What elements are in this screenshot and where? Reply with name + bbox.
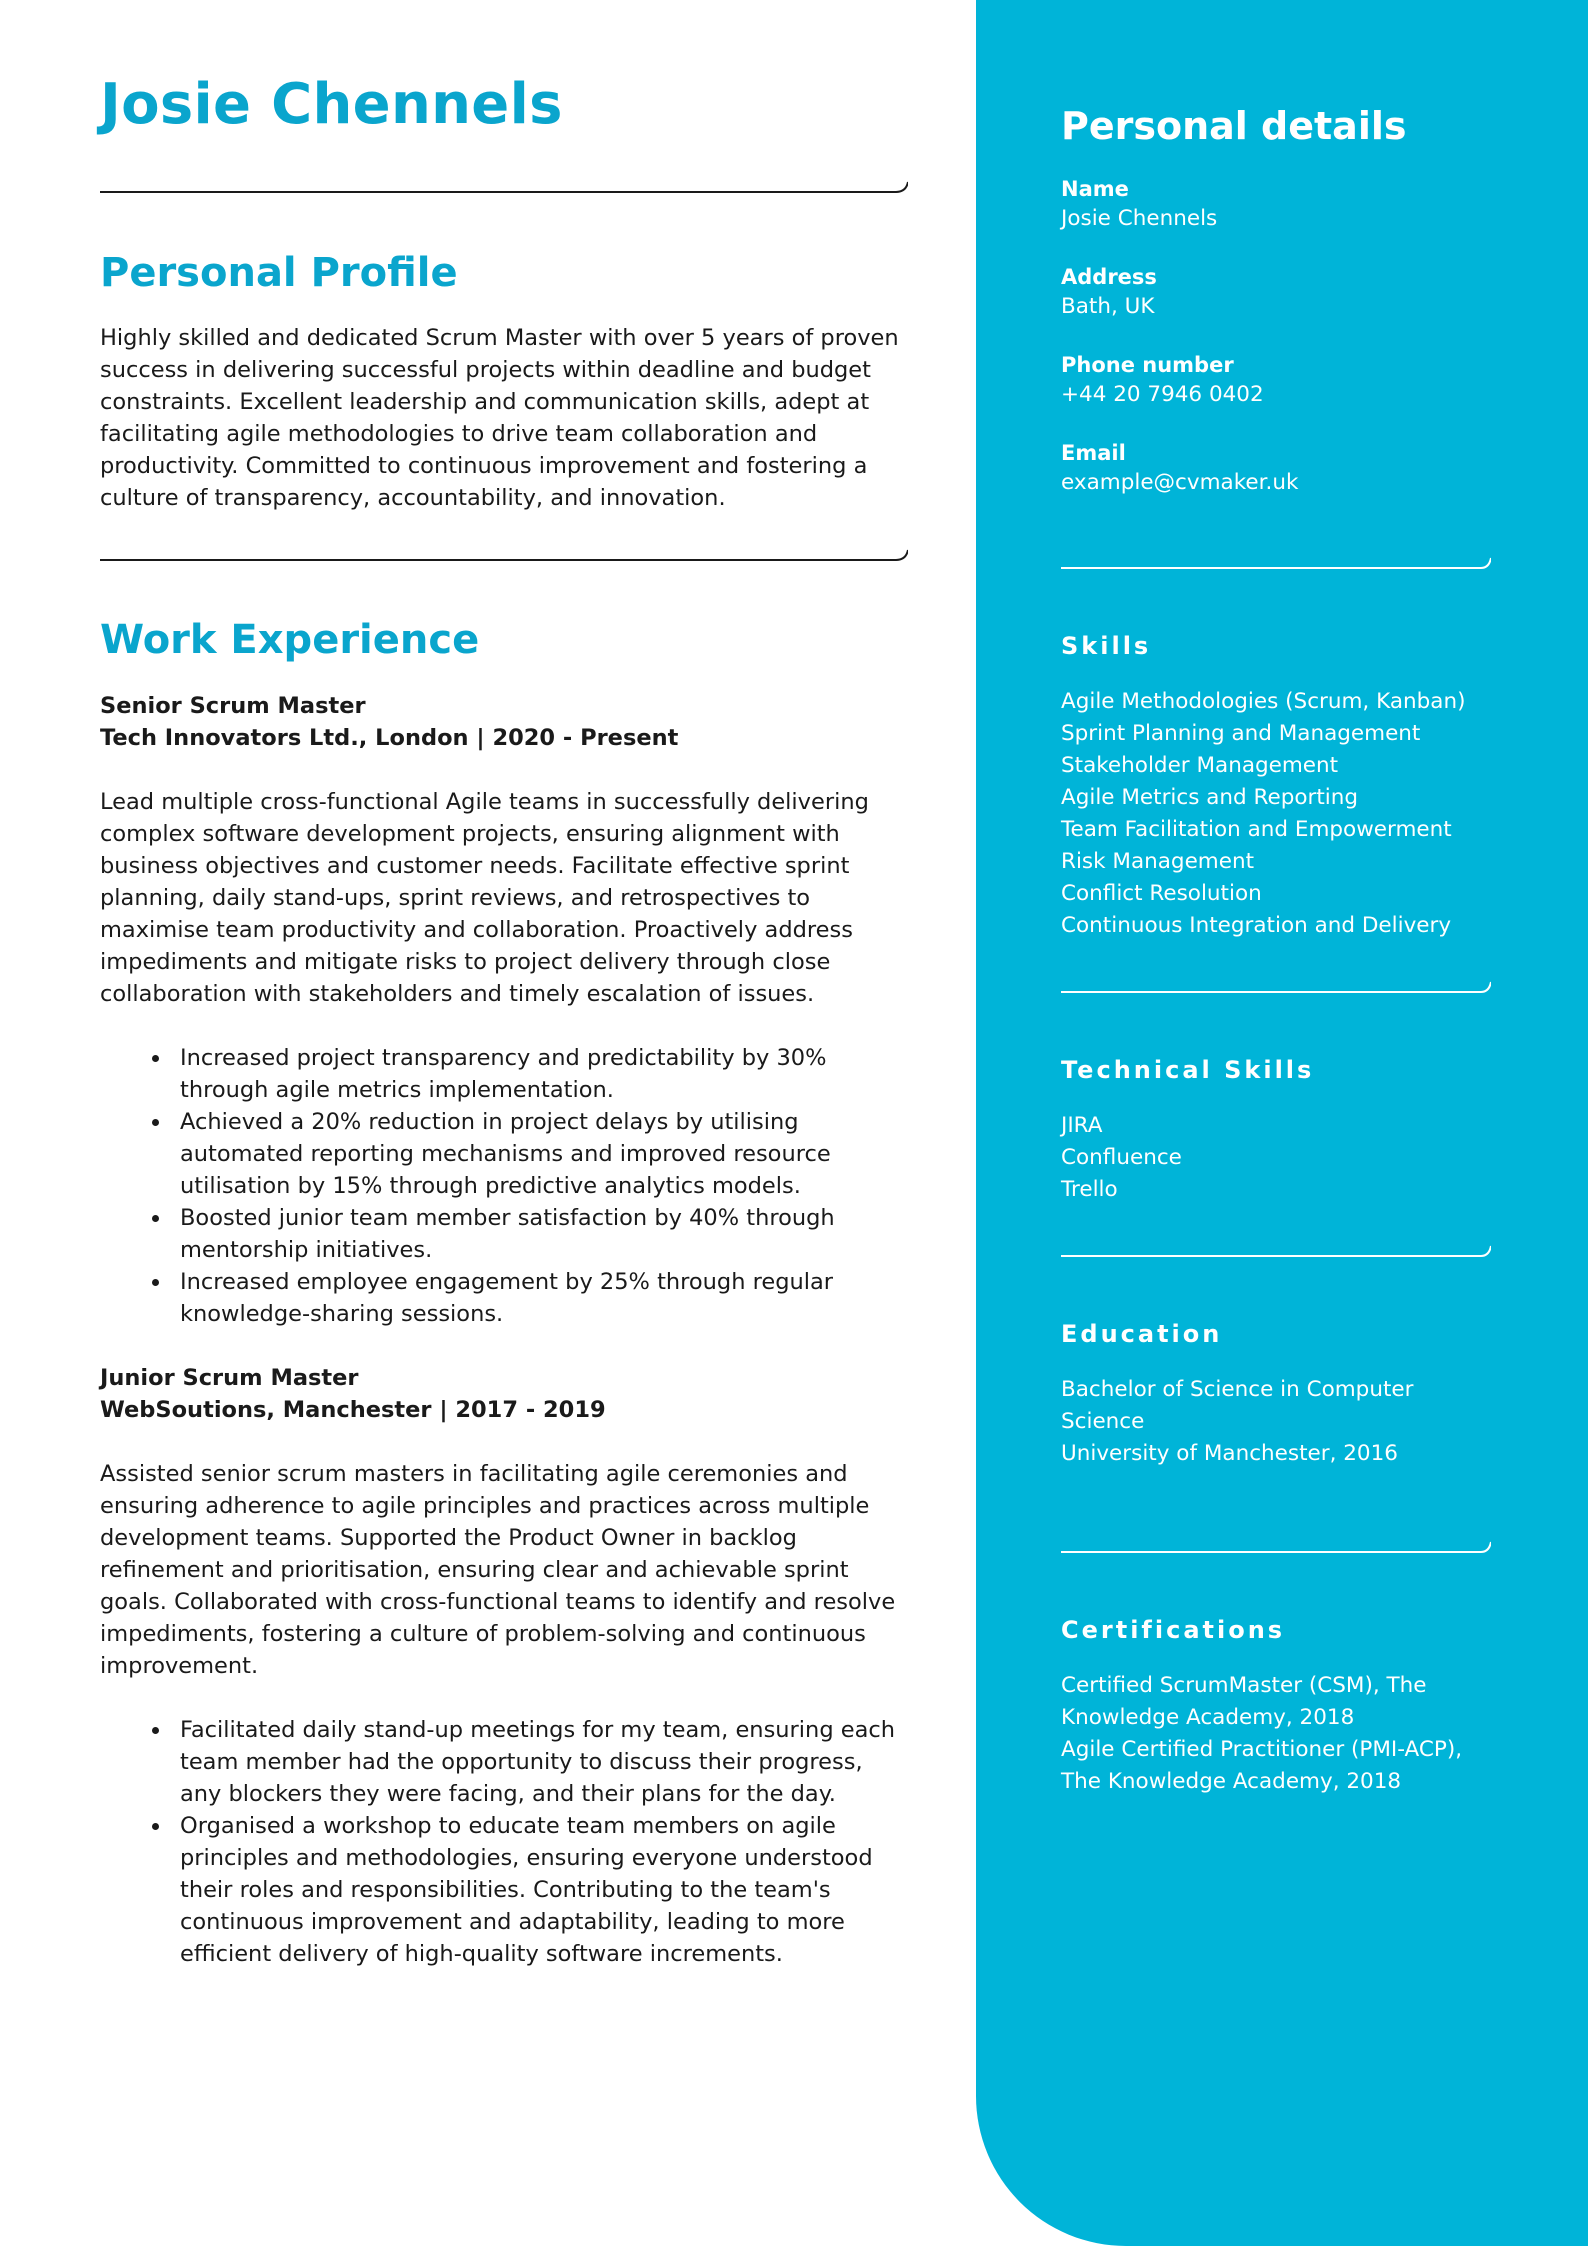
education-heading: Education [1061, 1320, 1223, 1348]
job-entry [100, 1362, 908, 1970]
achievement-item: Organised a workshop to educate team members on agile principles and methodologies, ensuring everyone understood their roles and responsibilities. Contributing to the team's continuous improvement and adaptability, leading to more efficient delivery of high-quality software increments. [180, 1810, 908, 1970]
work-heading: Work Experience [100, 617, 480, 663]
achievement-item: Boosted junior team member satisfaction by 40% through mentorship initiatives. [180, 1202, 908, 1266]
detail-label: Email [1061, 441, 1126, 465]
skill-item: Risk Management [1061, 849, 1255, 874]
work-experience [100, 690, 908, 1970]
job-entry [100, 690, 908, 1330]
detail-address [1061, 262, 1157, 322]
job-company-dates: WebSoutions, Manchester | 2017 - 2019 [100, 1397, 606, 1423]
technical-skills-heading: Technical Skills [1061, 1056, 1315, 1084]
personal-details-heading: Personal details [1061, 104, 1407, 148]
candidate-name: Josie Chennels [100, 72, 563, 137]
education-item: University of Manchester, 2016 [1061, 1441, 1398, 1466]
technical-skills-list [1061, 1110, 1501, 1206]
job-title: Senior Scrum Master [100, 693, 366, 719]
technical-skill-item: Confluence [1061, 1145, 1182, 1170]
sidebar-divider [1061, 980, 1491, 994]
job-title: Junior Scrum Master [100, 1365, 359, 1391]
skills-list [1061, 686, 1501, 942]
sidebar-panel [976, 0, 1588, 2246]
section-divider [100, 548, 908, 562]
sidebar-divider [1061, 556, 1491, 570]
detail-label: Phone number [1061, 353, 1234, 377]
profile-heading: Personal Profile [100, 250, 458, 296]
education-item: Bachelor of Science in Computer Science [1061, 1377, 1414, 1434]
sidebar-divider [1061, 1244, 1491, 1258]
achievement-item: Increased employee engagement by 25% through regular knowledge-sharing sessions. [180, 1266, 908, 1330]
skill-item: Agile Methodologies (Scrum, Kanban) [1061, 689, 1466, 714]
job-description: Assisted senior scrum masters in facilitating agile ceremonies and ensuring adherence to agile principles and practices across multiple development teams. Supported the Product Owner in backlog refinement and prioritisation, ensuring clear and achievable sprint goals. Collaborated with cross-functional teams to identify and resolve impediments, fostering a culture of problem-solving and continuous improvement. [100, 1461, 896, 1679]
skill-item: Sprint Planning and Management [1061, 721, 1421, 746]
skill-item: Stakeholder Management [1061, 753, 1339, 778]
skill-item: Continuous Integration and Delivery [1061, 913, 1452, 938]
detail-value: example@cvmaker.uk [1061, 470, 1299, 495]
skill-item: Conflict Resolution [1061, 881, 1262, 906]
detail-value: Bath, UK [1061, 294, 1155, 319]
detail-label: Address [1061, 265, 1157, 289]
skill-item: Agile Metrics and Reporting [1061, 785, 1359, 810]
skills-heading: Skills [1061, 632, 1152, 660]
skill-item: Team Facilitation and Empowerment [1061, 817, 1452, 842]
achievement-item: Achieved a 20% reduction in project delays by utilising automated reporting mechanisms and improved resource utilisation by 15% through predictive analytics models. [180, 1106, 908, 1202]
technical-skill-item: JIRA [1061, 1113, 1103, 1138]
detail-name [1061, 174, 1217, 234]
sidebar-divider [1061, 1540, 1491, 1554]
detail-email [1061, 438, 1298, 498]
profile-text: Highly skilled and dedicated Scrum Master with over 5 years of proven success in delivering successful projects within deadline and budget constraints. Excellent leadership and communication skills, adept at facilitating agile methodologies to drive team collaboration and productivity. Committed to continuous improvement and fostering a culture of transparency, accountability, and innovation. [100, 325, 899, 511]
technical-skill-item: Trello [1061, 1177, 1118, 1202]
section-divider [100, 180, 908, 194]
job-company-dates: Tech Innovators Ltd., London | 2020 - Present [100, 725, 679, 751]
certifications-heading: Certifications [1061, 1616, 1286, 1644]
job-description: Lead multiple cross-functional Agile teams in successfully delivering complex software development projects, ensuring alignment with business objectives and customer needs. Facilitate effective sprint planning, daily stand-ups, sprint reviews, and retrospectives to maximise team productivity and collaboration. Proactively address impediments and mitigate risks to project delivery through close collaboration with stakeholders and timely escalation of issues. [100, 789, 869, 1007]
certification-item: Certified ScrumMaster (CSM), The Knowledge Academy, 2018 [1061, 1673, 1427, 1730]
education-list [1061, 1374, 1461, 1470]
certification-item: Agile Certified Practitioner (PMI-ACP), The Knowledge Academy, 2018 [1061, 1737, 1463, 1794]
detail-value: +44 20 7946 0402 [1061, 382, 1264, 407]
detail-phone [1061, 350, 1264, 410]
detail-label: Name [1061, 177, 1129, 201]
detail-value: Josie Chennels [1061, 206, 1218, 231]
achievement-item: Increased project transparency and predictability by 30% through agile metrics implementation. [180, 1042, 908, 1106]
achievement-item: Facilitated daily stand-up meetings for my team, ensuring each team member had the opportunity to discuss their progress, any blockers they were facing, and their plans for the day. [180, 1714, 908, 1810]
achievement-list [100, 1714, 908, 1970]
achievement-list [100, 1042, 908, 1330]
certifications-list [1061, 1670, 1501, 1798]
